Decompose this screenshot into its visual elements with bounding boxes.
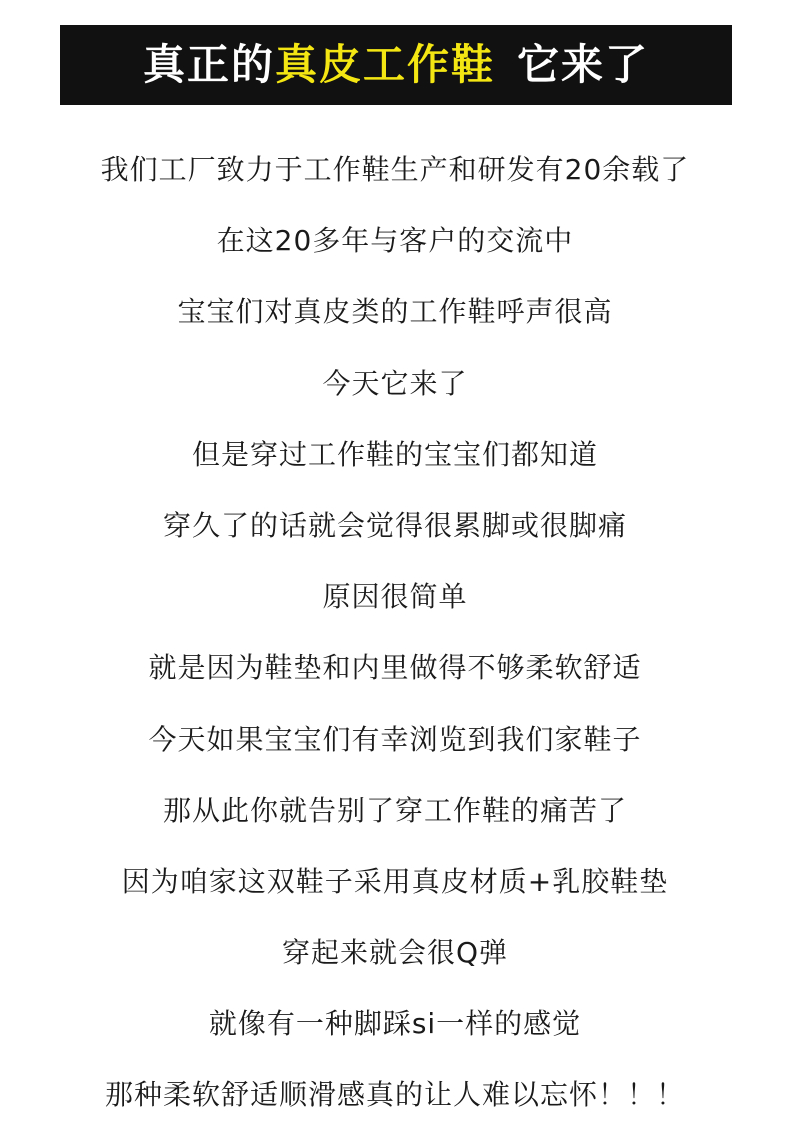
title-text-highlight: 真皮工作鞋 [274,40,495,89]
body-line: 但是穿过工作鞋的宝宝们都知道 [191,437,598,471]
body-text [0,150,790,1147]
body-line: 今天它来了 [322,366,468,400]
body-line: 穿起来就会很Q弹 [281,936,509,970]
body-line: 原因很简单 [322,580,468,614]
title-text-part2: 它来了 [517,40,650,89]
body-line: 穿久了的话就会觉得很累脚或很脚痛 [162,508,627,542]
body-line: 因为咱家这双鞋子采用真皮材质+乳胶鞋垫 [121,864,669,898]
body-line: 就像有一种脚踩si一样的感觉 [208,1007,582,1041]
body-line: 那从此你就告别了穿工作鞋的痛苦了 [162,793,627,827]
body-line: 我们工厂致力于工作鞋生产和研发有20余载了 [100,153,690,186]
body-line: 就是因为鞋垫和内里做得不够柔软舒适 [148,651,642,685]
title-text-part1: 真正的 [142,40,275,89]
title-banner [60,25,732,105]
page-title [142,40,650,89]
body-line: 今天如果宝宝们有幸浏览到我们家鞋子 [148,722,642,756]
body-line: 那种柔软舒适顺滑感真的让人难以忘怀！！！ [104,1078,685,1112]
body-line: 在这20多年与客户的交流中 [216,224,574,258]
body-line: 宝宝们对真皮类的工作鞋呼声很高 [177,295,613,329]
